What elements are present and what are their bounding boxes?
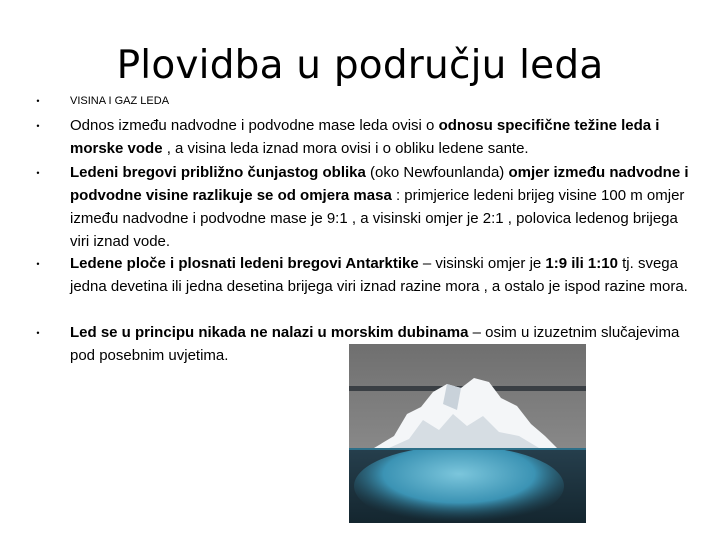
bullet-dot: •	[36, 168, 40, 178]
bullet-text: Ledeni bregovi približno čunjastog oblika (oko Newfounlanda) omjer između nadvodne i podvodne visine razlikuje se od omjera masa : primjerice ledeni brijeg visine 100 m omjer između nadvodne i podvodne mase je 9:1 , a visinski omjer je 2:1 , polovica ledenog brijega viri iznad vode.	[70, 164, 689, 250]
slide-title: Plovidba u području leda	[116, 43, 604, 88]
iceberg-image	[349, 344, 586, 523]
bullet-dot: •	[36, 96, 40, 106]
bullet-text: Odnos između nadvodne i podvodne mase leda ovisi o odnosu specifične težine leda i morske vode , a visina leda iznad mora ovisi i o obliku ledene sante.	[70, 117, 660, 157]
bullet-dot: •	[36, 259, 40, 269]
bullet-text: Ledene ploče i plosnati ledeni bregovi Antarktike – visinski omjer je 1:9 ili 1:10 tj. svega jedna devetina ili jedna desetina brijega viri iznad razine mora , a ostalo je ispod razine mora.	[70, 255, 688, 295]
iceberg-photo	[349, 344, 586, 523]
bullet-text: VISINA I GAZ LEDA	[70, 95, 170, 107]
bullet-dot: •	[36, 121, 40, 131]
bullet-dot: •	[36, 328, 40, 338]
bullet-text: Led se u principu nikada ne nalazi u morskim dubinama – osim u izuzetnim slučajevima pod posebnim uvjetima.	[70, 324, 680, 364]
